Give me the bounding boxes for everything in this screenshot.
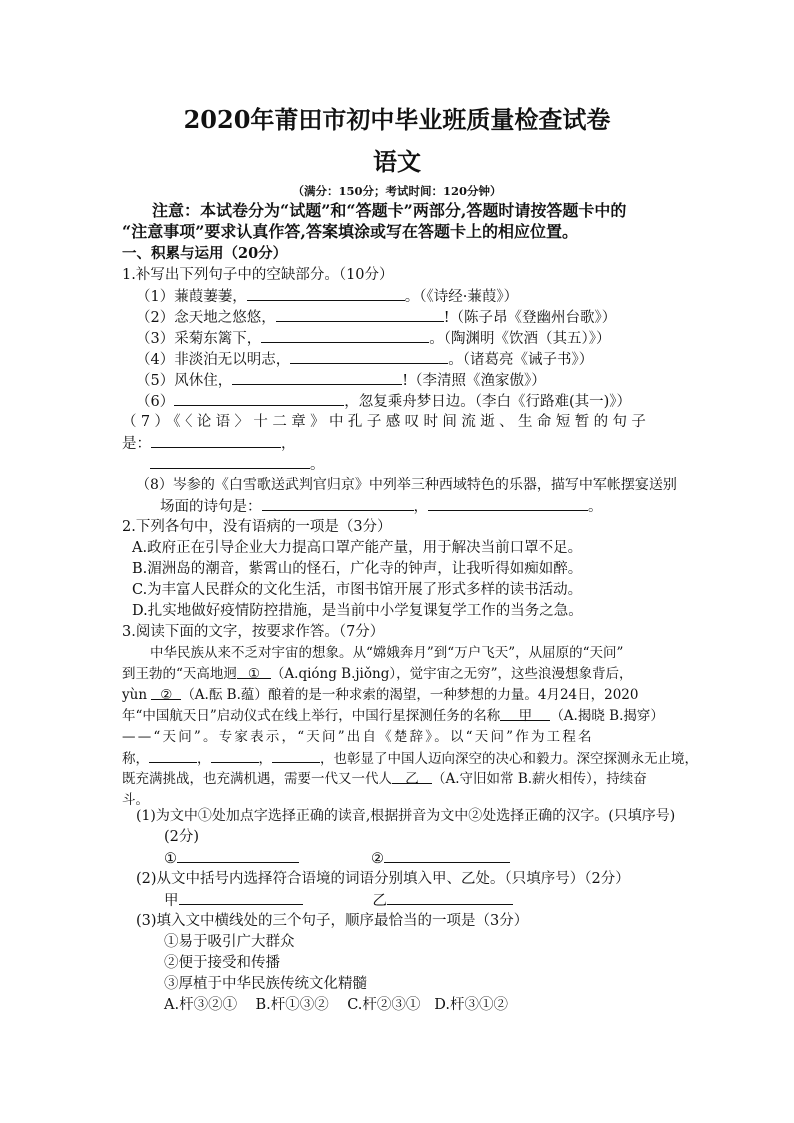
passage-line-8: 斗。 xyxy=(122,792,149,808)
marker-1: ① xyxy=(247,666,260,682)
q2-stem: 2.下列各句中，没有语病的一项是（3分） xyxy=(122,519,392,535)
q2-option-c[interactable]: C.为丰富人民群众的文化生活，市图书馆开展了形式多样的读书活动。 xyxy=(132,582,583,598)
q1-item-4: （4）非淡泊无以明志， 。（诸葛亮《诫子书》） xyxy=(136,349,593,370)
q1-item-7-line-2: 是： ， xyxy=(122,433,296,454)
q1-item-6: （6） ，忽复乘舟梦日边。（李白《行路难(其一)》） xyxy=(136,391,631,412)
marker-jia: 甲 xyxy=(518,708,533,724)
answer-blank[interactable] xyxy=(261,328,429,343)
answer-blank[interactable] xyxy=(177,848,299,863)
passage-line-2: 到王勃的“天高地迥 ① （A.qióng B.jiǒng），觉宇宙之无穷”，这些浪漫想象背后， xyxy=(122,666,633,682)
q1-item-5: （5）风休住， !（李清照《渔家傲》） xyxy=(136,370,546,391)
q3-option-3: ③厚植于中华民族传统文化精髓 xyxy=(164,976,367,992)
passage-line-7: 既充满挑战，也充满机遇，需要一代又一代人 乙 （A.守旧如常 B.薪火相传），持续奋 xyxy=(122,771,647,787)
q3-sub1-score: (2分) xyxy=(164,829,200,845)
score-time-info: （满分：150分；考试时间：120分钟） xyxy=(292,184,502,198)
answer-blank[interactable] xyxy=(174,391,344,406)
sentence-blank[interactable] xyxy=(149,748,197,763)
q1-item-8-prompt: （8）岑参的《白雪歌送武判官归京》中列举三种西域特色的乐器，描写中军帐摆宴送别 xyxy=(136,477,677,493)
q3-stem: 3.阅读下面的文字，按要求作答。（7分） xyxy=(122,624,385,640)
q2-option-b[interactable]: B.湄洲岛的潮音，紫霄山的怪石，广化寺的钟声，让我听得如痴如醉。 xyxy=(132,561,583,577)
answer-blank[interactable] xyxy=(387,890,513,905)
answer-blank[interactable] xyxy=(262,496,414,511)
notice-line-1: 注意：本试卷分为“试题”和“答题卡”两部分,答题时请按答题卡中的 xyxy=(152,201,627,220)
q3-sub2-prompt: (2)从文中括号内选择符合语境的词语分别填入甲、乙处。（只填序号）（2分） xyxy=(136,871,630,887)
q3-choices[interactable]: A.杆③②① B.杆①③② C.杆②③① D.杆③①② xyxy=(164,997,508,1013)
q1-stem: 1.补写出下列句子中的空缺部分。（10分） xyxy=(122,267,394,283)
answer-blank[interactable] xyxy=(290,349,448,364)
sentence-blank[interactable] xyxy=(211,748,259,763)
q2-option-a[interactable]: A.政府正在引导企业大力提高口罩产能产量，用于解决当前口罩不足。 xyxy=(132,540,583,556)
answer-blank[interactable] xyxy=(276,307,444,322)
q1-item-8-line-2: 场面的诗句是： ， 。 xyxy=(160,496,603,517)
q1-item-1: （1）蒹葭萋萋， 。（《诗经·蒹葭》） xyxy=(136,286,518,307)
answer-blank[interactable] xyxy=(428,496,588,511)
answer-blank[interactable] xyxy=(232,370,402,385)
q3-sub1-answers: ① ② xyxy=(164,848,510,869)
passage-line-6: 称， ， ， ，也彰显了中国人迈向深空的决心和毅力。深空探测永无止境， xyxy=(122,748,698,769)
q3-option-2: ②便于接受和传播 xyxy=(164,955,280,971)
q3-option-1: ①易于吸引广大群众 xyxy=(164,934,295,950)
sentence-blank[interactable] xyxy=(272,748,320,763)
q1-item-3: （3）采菊东篱下， 。（陶渊明《饮酒（其五）》） xyxy=(136,328,610,349)
exam-title: 2020年莆田市初中毕业班质量检查试卷 xyxy=(183,105,611,134)
section-1-heading: 一、积累与运用（20分） xyxy=(122,245,288,262)
passage-line-1: 中华民族从来不乏对宇宙的想象。从“嫦娥奔月”到“万户飞天”，从屈原的“天问” xyxy=(150,645,624,661)
answer-blank[interactable] xyxy=(384,848,510,863)
answer-blank[interactable] xyxy=(150,454,310,469)
q3-sub1-prompt: (1)为文中①处加点字选择正确的读音,根据拼音为文中②处选择正确的汉字。(只填序号) xyxy=(136,808,676,824)
marker-2: ② xyxy=(160,687,173,703)
q1-item-7-line-3: 。 xyxy=(150,454,325,475)
q2-option-d[interactable]: D.扎实地做好疫情防控措施，是当前中小学复课复学工作的当务之急。 xyxy=(132,603,583,619)
notice-line-2: “注意事项”要求认真作答,答案填涂或写在答题卡上的相应位置。 xyxy=(122,222,578,241)
passage-line-3: yùn ② （A.酝 B.蕴）酿着的是一种求索的渴望，一种梦想的力量。4月24日，2020 xyxy=(122,687,639,703)
q3-sub3-prompt: (3)填入文中横线处的三个句子，顺序最恰当的一项是（3分） xyxy=(136,913,529,929)
q1-item-2: （2）念天地之悠悠， !（陈子昂《登幽州台歌》） xyxy=(136,307,616,328)
marker-yi: 乙 xyxy=(405,771,419,787)
q3-sub2-answers: 甲 乙 xyxy=(164,890,513,911)
passage-line-4: 年“中国航天日”启动仪式在线上举行，中国行星探测任务的名称 甲 （A.揭晓 B.揭穿） xyxy=(122,708,664,724)
subject-heading: 语文 xyxy=(373,147,421,176)
passage-line-5: ——“天问”。专家表示，“天问”出自《楚辞》。以“天问”作为工程名 xyxy=(122,729,594,745)
answer-blank[interactable] xyxy=(179,890,303,905)
answer-blank[interactable] xyxy=(151,433,281,448)
q1-item-7-prompt: （7）《〈论语〉十二章》中孔子感叹时间流逝、生命短暂的句子 xyxy=(122,414,651,430)
answer-blank[interactable] xyxy=(247,286,405,301)
